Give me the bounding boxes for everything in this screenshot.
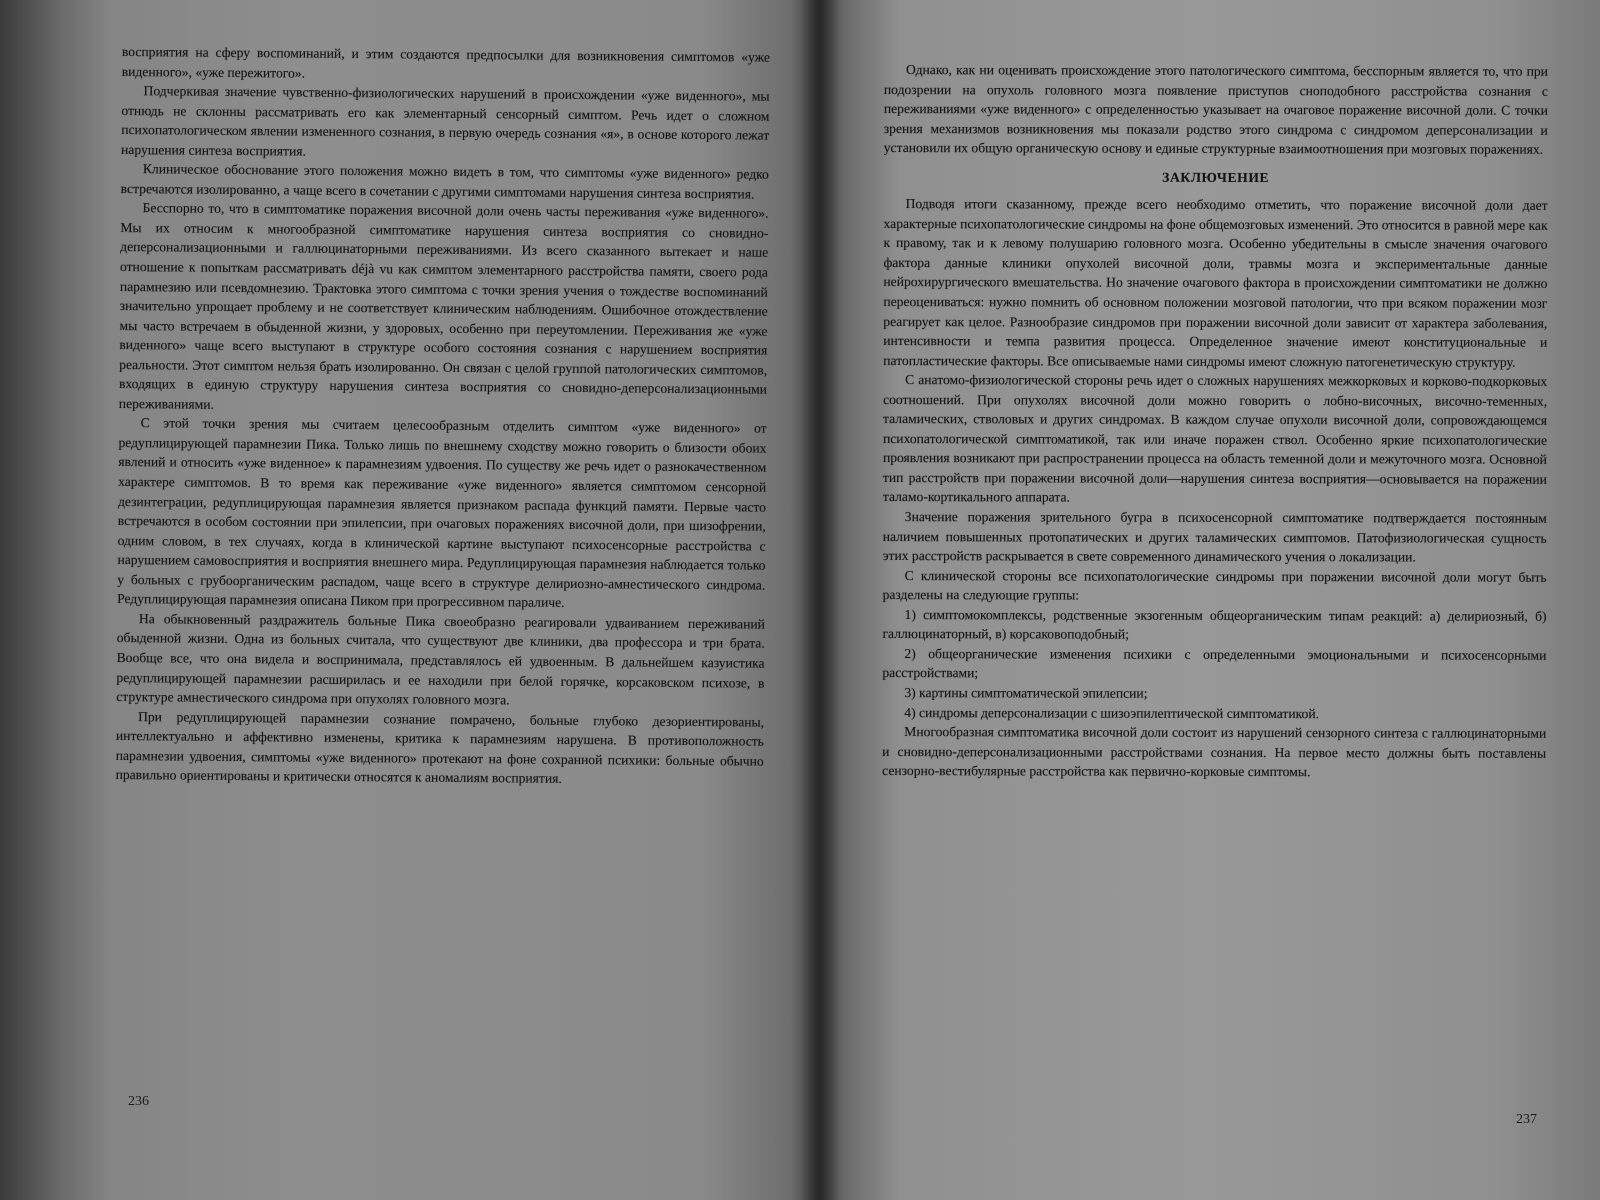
left-paragraph-1: восприятия на сферу воспоминаний, и этим создаются предпосылки для возникновения симптомов «уже виденного», «уже пережитого».: [121, 43, 770, 81]
book-gutter: [800, 0, 840, 1200]
right-paragraph-1: Подводя итоги сказанному, прежде всего необходимо отметить, что поражение височной доли дает характерные психопатологические синдромы на фоне общемозговых изменений. Это относится в равной мере как к правому, так и к левому полушарию головного мозга. Особенно убедительны в смысле значения очагового фактора данные клиники опухолей височной доли, травмы мозга и экспериментальные данные нейрохирургического вмешательства. Но значение очагового фактора в происхождении симптоматики не должно переоцениваться: нужно помнить об основном положении мозговой патологии, что при всяком поражении мозг реагирует как целое. Разнообразие синдромов при поражении височной доли зависит от характера заболевания, интенсивности и темпа развития процесса. Определенное значение имеют конституциональные и патопластические факторы. Все описываемые нами синдромы имеют сложную патогенетическую структуру.: [883, 196, 1548, 370]
list-item: 1) симптомокомплексы, родственные экзогенным общеорганическим типам реакций: а) делириозный, б) галлюцинаторный, в) корсаковоподобный;: [882, 606, 1547, 642]
list-item: 2) общеорганические изменения психики с определенными эмоциональными и психосенсорными расстройствами;: [882, 645, 1547, 681]
section-heading: ЗАКЛЮЧЕНИЕ: [1162, 169, 1270, 185]
left-paragraph-4: Бесспорно то, что в симптоматике поражения височной доли очень часты переживания «уже виденного». Мы их относим к многообразной симптоматике нарушения синтеза восприятия со сновидно-деперсонализационными и галлюцинаторными переживаниями. Из всего сказанного вытекает и наше отношение к попыткам рассматривать déjà vu как симптом элементарного расстройства памяти, своего рода парамнезию или псевдомнезию. Трактовка этого симптома с точки зрения учения о тождестве воспоминаний значительно упрощает проблему и не соответствует клиническим наблюдениям. Ошибочное отождествление мы часто встречаем в обыденной жизни, у здоровых, особенно при переутомлении. Переживания же «уже виденного» чаще всего выступают в структуре особого состояния сознания с нарушением восприятия реальности. Этот симптом нельзя брать изолированно. Он связан с целой группой патологических симптомов, входящих в единую структуру нарушения синтеза восприятия со сновидно-деперсонализационными переживаниями.: [118, 200, 769, 412]
left-paragraph-3: Клиническое обоснование этого положения можно видеть в том, что симптомы «уже виденного» редко встречаются изолированно, а чаще всего в сочетании с другими симптомами нарушения синтеза восприятия.: [120, 161, 769, 202]
left-page-number: 236: [128, 1094, 149, 1109]
right-final-paragraph: Многообразная симптоматика височной доли состоит из нарушений сензорного синтеза с галлюцинаторными и сновидно-деперсонализационными расстройствами сознания. На первое место должны быть поставлены сензорно-вестибулярные расстройства как первично-корковые симптомы.: [882, 724, 1547, 780]
list-item: 4) синдромы деперсонализации с шизоэпилептической симптоматикой.: [904, 704, 1320, 721]
right-paragraph-3: Значение поражения зрительного бугра в психосенсорной симптоматике подтверждается постоянным наличием повышенных протопатических и других таламических симптомов. Патофизиологическая сущность этих расстройств раскрывается в свете современного динамического учения о локализации.: [882, 509, 1547, 565]
right-page-number: 237: [1516, 1112, 1537, 1127]
right-paragraph-4: С клинической стороны все психопатологические синдромы при поражении височной доли могут быть разделены на следующие группы:: [882, 567, 1547, 603]
left-paragraph-2: Подчеркивая значение чувственно-физиологических нарушений в происхождении «уже виденного», мы отнюдь не склонны рассматривать его как элементарный сенсорный симптом. Речь идет о сложном психопатологическом явлении измененного сознания, в первую очередь сознания «я», в основе которого лежат нарушения синтеза восприятия.: [120, 83, 770, 159]
right-page: [882, 60, 1548, 782]
left-paragraph-7: При редуплицирующей парамнезии сознание помрачено, больные глубоко дезориентированы, интеллектуально и аффективно изменены, критика к парамнезиям нарушена. В противоположность парамнезии удвоения, симптомы «уже виденного» протекают на фоне сохранной психики: больные обычно правильно ориентированы и критически относятся к аномалиям восприятия.: [115, 708, 765, 787]
left-page: [116, 42, 770, 790]
right-intro-paragraph: Однако, как ни оценивать происхождение этого патологического симптома, бесспорным является то, что при подозрении на опухоль головного мозга появление приступов сноподобного расстройства сознания с переживаниями «уже виденного» с определенностью указывает на очаговое поражение височной доли. С точки зрения механизмов возникновения мы показали родство этого синдрома с синдромом деперсонализации и установили их общую органическую основу и единые структурные взаимоотношения при мозговых поражениях.: [883, 62, 1548, 157]
list-item: 3) картины симптоматической эпилепсии;: [904, 685, 1148, 701]
left-paragraph-6: На обыкновенный раздражитель больные Пика своеобразно реагировали удваиванием переживаний обыденной жизни. Одна из больных считала, что существуют две клиники, два профессора и три брата. Вообще все, что она видела и воспринимала, представлялось ей удвоенным. В дальнейшем казуистика редуплицирующей парамнезии расширилась и ее находили при белой горячке, корсаковском психозе, в структуре амнестического синдрома при опухолях головного мозга.: [116, 611, 766, 708]
left-paragraph-5: С этой точки зрения мы считаем целесообразным отделить симптом «уже виденного» от редуплицирующей парамнезии Пика. Только лишь по внешнему сходству можно говорить о близости обоих явлений и относить «уже виденное» к парамнезиям удвоения. По существу же речь идет о разнокачественном характере симптомов. В то время как переживание «уже виденного» является симптомом сенсорной дезинтеграции, редуплицирующая парамнезия является признаком распада функций памяти. Первые часто встречаются в особом состоянии при эпилепсии, при очаговых поражениях височной доли, при шизофрении, одним словом, в тех случаях, когда в клинической картине выступают психосенсорные расстройства с нарушением самовосприятия и восприятия внешнего мира. Редуплицирующая парамнезия наблюдается только у больных с грубоорганическим распадом, чаще всего в структуре делириозно-амнестического синдрома. Редуплицирующая парамнезия описана Пиком при прогрессивном параличе.: [117, 415, 767, 611]
right-paragraph-2: С анатомо-физиологической стороны речь идет о сложных нарушениях межкорковых и корково-подкорковых соотношений. При опухолях височной доли можно говорить о лобно-височных, височно-теменных, таламических, стволовых и других синдромах. В каждом случае опухоли височной доли, сопровождающемся психопатологической симптоматикой, так или иначе поражен ствол. Особенно яркие психопатологические проявления возникают при распространении процесса на область теменной доли и межуточного мозга. Основной тип расстройств при поражении височной доли—нарушения синтеза восприятия—основывается на поражении таламо-кортикального аппарата.: [882, 372, 1548, 505]
